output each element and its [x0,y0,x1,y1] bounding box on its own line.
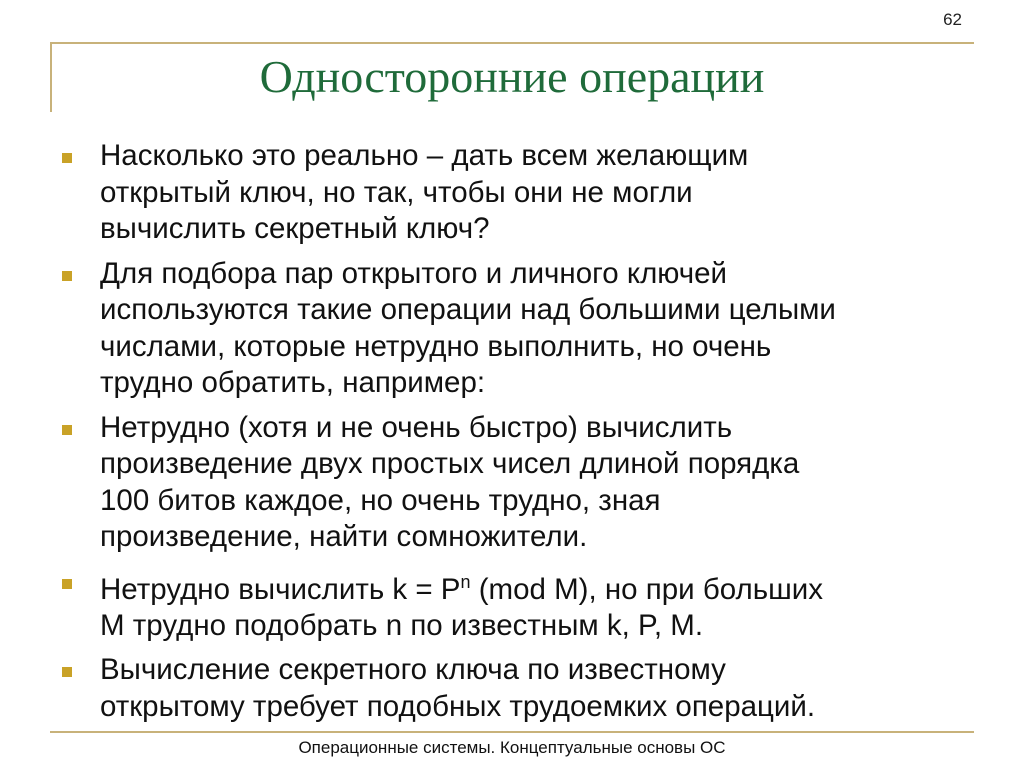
square-bullet-icon [62,425,72,435]
bullet-line: произведение, найти сомножители. [100,520,588,553]
bullet-line-pre: Нетрудно вычислить k = P [100,572,461,606]
bullet-list [62,138,982,733]
bullet-line: 100 битов каждое, но очень трудно, зная [100,483,661,517]
bullet-item-2 [62,256,982,402]
bullet-line: Нетрудно (хотя и не очень быстро) вычислить [100,410,733,444]
bullet-line: открытому требует подобных трудоемких операций. [100,689,816,723]
bottom-divider [50,731,974,733]
bullet-line: произведение двух простых чисел длиной порядка [100,447,800,480]
bullet-line: Вычисление секретного ключа по известному [100,653,726,687]
bullet-item-1 [62,138,982,248]
square-bullet-icon [62,271,72,281]
bullet-line: Насколько это реально – дать всем желающим [100,139,749,172]
square-bullet-icon [62,153,72,163]
bullet-line: числами, которые нетрудно выполнить, но очень [100,329,772,363]
square-bullet-icon [62,667,72,677]
bullet-line-post: (mod M), но при больших [470,572,823,606]
bullet-item-4 [62,564,982,645]
bullet-line: Для подбора пар открытого и личного ключей [100,256,728,290]
square-bullet-icon [62,579,72,589]
bullet-line: вычислить секретный ключ? [100,212,490,245]
exponent: n [460,571,471,592]
bullet-item-5 [62,652,982,725]
bullet-line: M трудно подобрать n по известным k, P, M. [100,608,704,642]
page-number: 62 [943,10,962,29]
bullet-line: используются такие операции над большими целыми [100,293,836,326]
slide-title: Односторонние операции [259,51,765,102]
bullet-line: открытый ключ, но так, чтобы они не могли [100,175,693,209]
bullet-line: трудно обратить, например: [100,366,486,399]
footer-text: Операционные системы. Концептуальные основы ОС [298,738,726,757]
bullet-item-3 [62,410,982,556]
